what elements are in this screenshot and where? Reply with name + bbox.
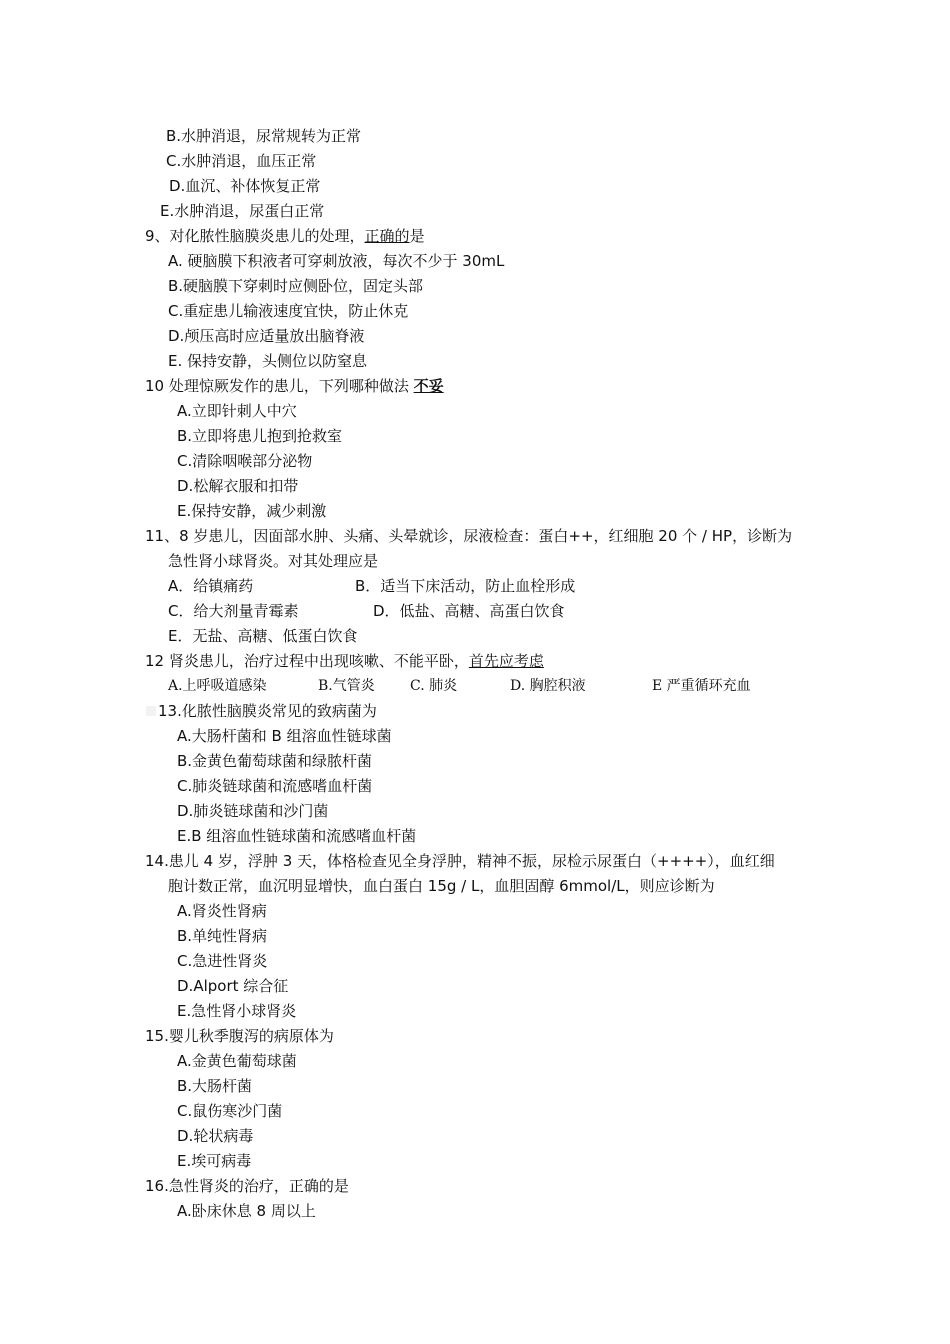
q14-option-c: C.急进性肾炎 [177,952,268,970]
q9-stem-emphasis: 正确的 [364,227,410,245]
q12-stem-emphasis: 首先应考虑 [468,652,544,670]
q15-option-d: D.轮状病毒 [177,1127,254,1145]
q13-option-b: B.金黄色葡萄球菌和绿脓杆菌 [177,752,373,770]
q15-stem: 15.婴儿秋季腹泻的病原体为 [145,1027,334,1045]
q10-stem-emphasis: 不妥 [413,377,444,395]
q12-option-a: A.上呼吸道感染 [168,678,267,694]
q9-stem-suffix: 是 [409,227,425,245]
q15-option-c: C.鼠伤寒沙门菌 [177,1102,283,1120]
q9-option-b: B.硬脑膜下穿刺时应侧卧位，固定头部 [168,277,424,295]
q16-option-a: A.卧床休息 8 周以上 [177,1202,316,1220]
q12-option-d: D. 胸腔积液 [510,678,586,694]
q8-option-b: B.水肿消退，尿常规转为正常 [166,127,362,145]
q10-stem-prefix: 10 处理惊厥发作的患儿，下列哪种做法 [145,377,414,395]
q12-stem-prefix: 12 肾炎患儿，治疗过程中出现咳嗽、不能平卧， [145,652,469,670]
q15-option-e: E.埃可病毒 [177,1152,252,1170]
q10-option-d: D.松解衣服和扣带 [177,477,299,495]
q13-option-e: E.B 组溶血性链球菌和流感嗜血杆菌 [177,827,417,845]
q11-option-d: D．低盐、高糖、高蛋白饮食 [373,602,565,620]
q14-option-a: A.肾炎性肾病 [177,902,267,920]
q13-stem: 13.化脓性脑膜炎常见的致病菌为 [158,702,377,720]
q10-option-b: B.立即将患儿抱到抢救室 [177,427,343,445]
q13-option-c: C.肺炎链球菌和流感嗜血杆菌 [177,777,373,795]
q9-stem-prefix: 9、对化脓性脑膜炎患儿的处理， [145,227,365,245]
q11-option-c: C．给大剂量青霉素 [168,602,299,620]
q12-option-c: C. 肺炎 [410,678,458,694]
q11-stem-line-1: 11、8 岁患儿，因面部水肿、头痛、头晕就诊，尿液检查：蛋白++，红细胞 20 个 / HP，诊断为 [145,527,793,545]
q9-stem [145,226,425,246]
q10-option-a: A.立即针刺人中穴 [177,402,297,420]
q9-option-a: A. 硬脑膜下积液者可穿刺放液，每次不少于 30mL [168,252,505,270]
q14-option-e: E.急性肾小球肾炎 [177,1002,297,1020]
q13-option-a: A.大肠杆菌和 B 组溶血性链球菌 [177,727,392,745]
q10-option-c: C.清除咽喉部分泌物 [177,452,313,470]
q11-stem-line-2: 急性肾小球肾炎。对其处理应是 [168,552,379,570]
q9-option-d: D.颅压高时应适量放出脑脊液 [168,327,365,345]
q14-option-d: D.Alport 综合征 [177,977,289,995]
q14-stem-line-1: 14.患儿 4 岁，浮肿 3 天，体格检查见全身浮肿，精神不振，尿检示尿蛋白（++++），血红细 [145,852,775,870]
q15-option-b: B.大肠杆菌 [177,1077,253,1095]
q14-option-b: B.单纯性肾病 [177,927,268,945]
faint-mark [146,706,156,716]
q8-option-d: D.血沉、补体恢复正常 [169,177,321,195]
q14-stem-line-2: 胞计数正常，血沉明显增快，血白蛋白 15g / L，血胆固醇 6mmol/L，则应诊断为 [168,877,715,895]
q12-stem [145,651,544,671]
q10-option-e: E.保持安静，减少刺激 [177,502,327,520]
q8-option-e: E.水肿消退，尿蛋白正常 [160,202,325,220]
q12-option-b: B.气管炎 [318,678,375,694]
q11-option-b: B．适当下床活动，防止血栓形成 [355,577,576,595]
q16-stem: 16.急性肾炎的治疗，正确的是 [145,1177,349,1195]
q9-option-c: C.重症患儿输液速度宜快，防止休克 [168,302,409,320]
q13-option-d: D.肺炎链球菌和沙门菌 [177,802,329,820]
q10-stem [145,376,444,396]
q11-option-a: A．给镇痛药 [168,577,254,595]
q15-option-a: A.金黄色葡萄球菌 [177,1052,297,1070]
q9-option-e: E. 保持安静，头侧位以防窒息 [168,352,368,370]
q12-option-e: E 严重循环充血 [652,678,751,694]
q11-option-e: E．无盐、高糖、低蛋白饮食 [168,627,358,645]
q8-option-c: C.水肿消退，血压正常 [166,152,317,170]
